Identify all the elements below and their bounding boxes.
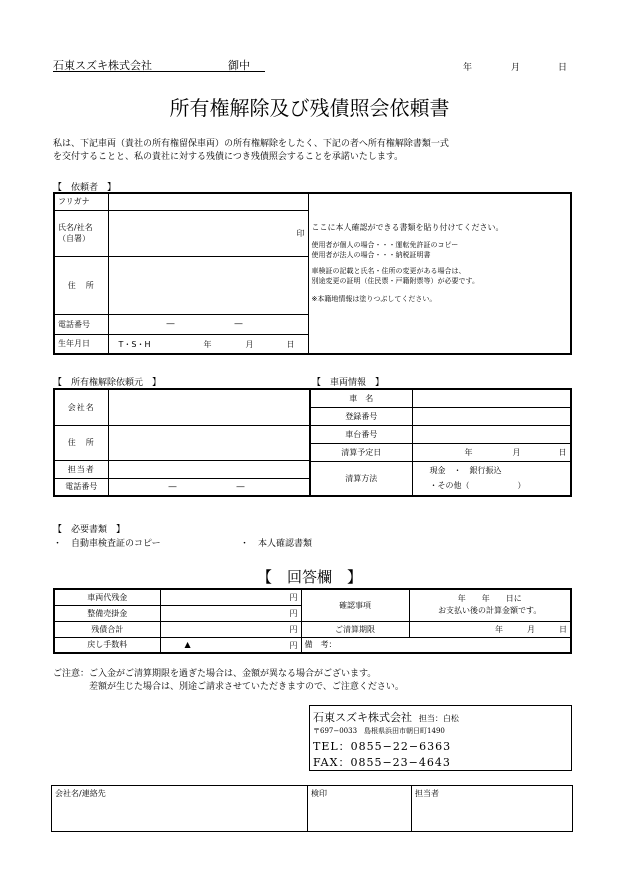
address-field[interactable] [108,256,308,314]
origin-phone-label: 電話番号 [54,478,108,496]
required-item-2: ・ 本人確認書類 [240,539,313,549]
deadline-field[interactable]: 年 月 日 [409,621,571,637]
answer-row4-field[interactable] [160,637,301,653]
origin-company-label: 会社名 [54,389,108,425]
addressee-onchu: 御中 [228,59,250,72]
phone-sep-1: ― [166,318,175,328]
contact-tel: TEL：0855−22−6363 [313,740,452,753]
footer-staff-label: 担当者 [415,789,439,798]
vehicle-name-label: 車 名 [310,389,412,407]
requester-section-title: 【 依頼者 】 [53,180,116,194]
contact-fax: FAX：0855−23−4643 [313,756,451,769]
vehicle-table [309,388,572,497]
origin-phone-field[interactable] [108,478,310,496]
contact-company-line [313,709,459,725]
caution-line-2: 差額が生じた場合は、別途ご請求させていただきますので、ご注意ください。 [53,682,404,692]
date-day: 日 [558,63,568,73]
answer-title: 【 回答欄 】 [256,568,362,586]
remarks-field[interactable]: 備 考： [301,637,571,653]
id-note-1: ここに本人確認ができる書類を貼り付けてください。 [311,223,504,232]
birth-month: 月 [245,339,254,349]
yen-3: 円 [289,624,298,634]
confirm-line-1: 年 年 日に [457,594,522,604]
origin-phone-sep-2: ― [236,481,245,491]
phone-field[interactable] [108,314,308,334]
furigana-label: フリガナ [54,193,108,210]
vehicle-reg-field[interactable] [412,407,571,425]
id-note-area [308,193,571,354]
answer-row2-field[interactable] [160,605,301,621]
footer-check-label: 検印 [311,789,327,798]
id-note-5: 別途変更の証明（住民票・戸籍附票等）が必要です。 [311,277,479,285]
addressee [53,57,265,72]
contact-box [309,705,572,771]
yen-1: 円 [289,592,298,602]
phone-sep-2: ― [234,318,243,328]
id-note-6: ※本籍地情報は塗りつぶしてください。 [311,295,437,303]
seal-mark: 印 [296,228,305,238]
address-label: 住 所 [54,256,108,314]
contact-person: 担当：白松 [418,714,459,723]
answer-row4-label: 戻し手数料 [54,637,160,653]
confirm-field [409,589,571,621]
id-note-3: 使用者が法人の場合・・・納税証明書 [311,251,431,259]
furigana-field[interactable] [108,193,308,210]
settle-month: 月 [512,447,521,457]
required-item-1: ・ 自動車検査証のコピー [53,539,161,549]
method-field[interactable] [412,461,571,496]
answer-table [53,588,572,654]
deadline-label: ご清算期限 [301,621,409,637]
name-label-line2: （自署） [58,234,90,243]
origin-address-field[interactable] [108,425,310,460]
contact-company: 石東スズキ株式会社 [313,711,412,724]
caution-line-1: ご注意：ご入金がご清算期限を過ぎた場合は、金額が異なる場合がございます。 [53,669,377,679]
required-title: 【 必要書類 】 [53,525,126,535]
contact-address: 〒697−0033 島根県浜田市朝日町1490 [313,727,445,735]
confirm-label: 確認事項 [301,589,409,621]
answer-row1-field[interactable] [160,589,301,605]
vehicle-section-title: 【 車両情報 】 [312,375,384,389]
birth-year: 年 [203,339,212,349]
name-label-line1: 氏名/社名 [58,223,93,232]
birth-day: 日 [286,339,295,349]
vehicle-reg-label: 登録番号 [310,407,412,425]
origin-table [53,388,311,497]
answer-row1-label: 車両代残金 [54,589,160,605]
vehicle-name-field[interactable] [412,389,571,407]
origin-phone-sep-1: ― [168,481,177,491]
vehicle-chassis-field[interactable] [412,425,571,443]
origin-person-label: 担当者 [54,460,108,478]
answer-row3-label: 残債合計 [54,621,160,637]
method-label: 清算方法 [310,461,412,496]
footer-company-label: 会社名/連絡先 [55,789,106,798]
settle-day: 日 [558,447,567,457]
intro-line-2: を交付することと、私の貴社に対する残債につき残債照会することを承諾いたします。 [53,152,404,162]
settle-date-label: 清算予定日 [310,443,412,461]
settle-date-field[interactable] [412,443,571,461]
requester-table [53,192,572,355]
settle-year: 年 [464,447,473,457]
vehicle-chassis-label: 車台番号 [310,425,412,443]
phone-label: 電話番号 [54,314,108,334]
answer-row2-label: 整備売掛金 [54,605,160,621]
page-title: 所有権解除及び残債照会依頼書 [169,96,450,120]
birth-label: 生年月日 [54,334,108,354]
footer-check-cell[interactable] [308,786,412,832]
footer-company-cell[interactable] [52,786,308,832]
origin-person-field[interactable] [108,460,310,478]
origin-address-label: 住 所 [54,425,108,460]
method-option-2: ・その他（ ） [429,481,526,491]
date-month: 月 [511,63,521,73]
birth-era: T・S・H [118,339,151,349]
date-year: 年 [463,63,473,73]
method-option-1: 現金 ・ 銀行振込 [429,466,502,476]
intro-line-1: 私は、下記車両（貴社の所有権留保車両）の所有権解除をしたく、下記の者へ所有権解除書類一式 [53,139,449,149]
footer-table [51,785,573,832]
origin-section-title: 【 所有権解除依頼元 】 [53,375,161,389]
birth-field[interactable] [108,334,308,354]
yen-4: 円 [289,640,298,650]
confirm-line-2: お支払い後の計算金額です。 [438,606,542,616]
name-label [54,210,108,256]
footer-staff-cell[interactable] [412,786,573,832]
yen-2: 円 [289,608,298,618]
origin-company-field[interactable] [108,389,310,425]
addressee-company: 石東スズキ株式会社 [53,59,152,72]
answer-row3-field[interactable] [160,621,301,637]
name-field[interactable] [108,210,308,256]
id-note-2: 使用者が個人の場合・・・運転免許証のコピー [311,241,459,249]
triangle-mark: ▲ [184,639,191,649]
id-note-4: 車検証の記載と氏名・住所の変更がある場合は、 [311,267,466,275]
